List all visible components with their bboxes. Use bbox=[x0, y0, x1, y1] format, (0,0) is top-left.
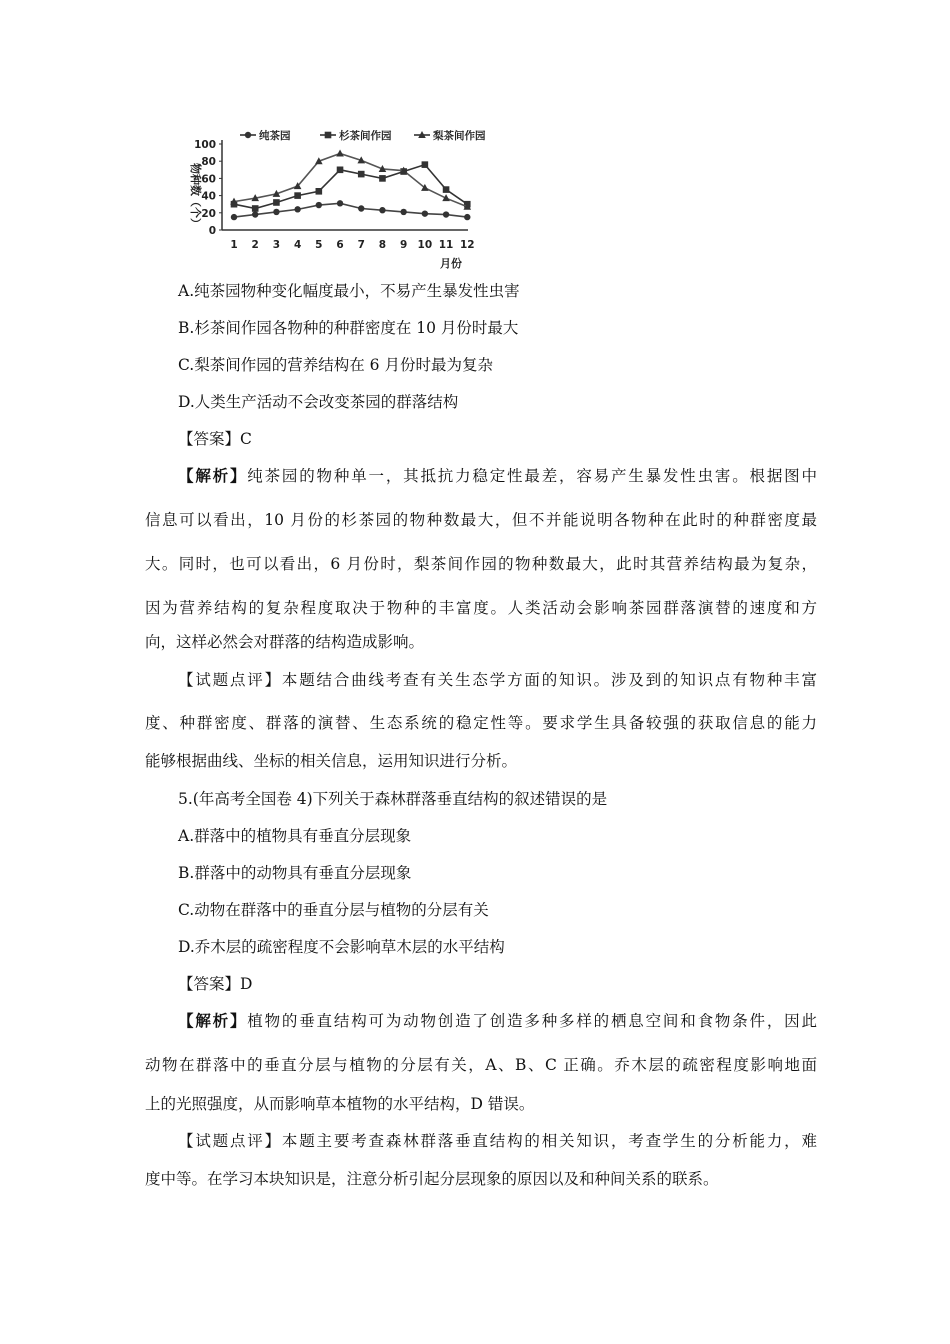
legend-marker bbox=[245, 132, 251, 138]
y-tick-label: 0 bbox=[208, 225, 216, 237]
review-text: 本题主要考查森林群落垂直结构的相关知识，考查学生的分析能力，难 bbox=[281, 1132, 817, 1150]
data-point bbox=[294, 192, 301, 199]
q4-option-c: C.梨茶间作园的营养结构在 6 月份时最为复杂 bbox=[178, 356, 493, 374]
x-tick-label: 1 bbox=[230, 239, 238, 251]
analysis-text: 纯茶园的物种单一，其抵抗力稳定性最差，容易产生暴发性虫害。根据图中 bbox=[247, 467, 817, 485]
data-point bbox=[443, 186, 450, 193]
data-point bbox=[379, 207, 385, 213]
x-tick-labels bbox=[230, 239, 474, 251]
data-point bbox=[294, 206, 300, 212]
y-tick-label: 20 bbox=[201, 207, 216, 220]
data-point bbox=[379, 175, 386, 182]
legend-label: 梨茶间作园 bbox=[433, 130, 486, 142]
q5-review-line-1 bbox=[178, 1129, 817, 1153]
answer-value: C bbox=[240, 430, 252, 448]
data-point bbox=[336, 149, 344, 156]
data-point bbox=[443, 211, 449, 217]
analysis-text: 植物的垂直结构可为动物创造了创造多种多样的栖息空间和食物条件，因此 bbox=[247, 1012, 817, 1030]
legend-label: 杉茶间作园 bbox=[339, 130, 392, 142]
q4-analysis-line-5: 向，这样必然会对群落的结构造成影响。 bbox=[145, 633, 425, 651]
q4-review-line-3: 能够根据曲线、坐标的相关信息，运用知识进行分析。 bbox=[145, 752, 518, 770]
series-line bbox=[234, 153, 467, 206]
review-label: 【试题点评】 bbox=[178, 1132, 282, 1150]
legend-label: 纯茶园 bbox=[259, 130, 291, 142]
analysis-label: 【解析】 bbox=[178, 1011, 248, 1030]
y-tick-label: 100 bbox=[194, 139, 216, 151]
x-tick-label: 3 bbox=[272, 239, 281, 251]
x-tick-label: 4 bbox=[293, 239, 302, 251]
x-tick-label: 2 bbox=[251, 239, 259, 251]
legend-item bbox=[414, 129, 486, 142]
x-tick-label: 11 bbox=[438, 239, 454, 251]
species-line-chart bbox=[178, 126, 486, 274]
data-point bbox=[337, 200, 343, 206]
y-tick-label: 60 bbox=[201, 173, 216, 186]
data-point bbox=[358, 205, 364, 211]
q5-analysis-line-2: 动物在群落中的垂直分层与植物的分层有关，A、B、C 正确。乔木层的疏密程度影响地面 bbox=[145, 1056, 817, 1074]
legend-item bbox=[240, 129, 291, 142]
y-tick-label: 40 bbox=[201, 190, 216, 203]
y-axis-label: 物种数（个） bbox=[189, 163, 202, 229]
data-point bbox=[273, 199, 280, 206]
legend-marker bbox=[325, 132, 332, 139]
data-point bbox=[316, 188, 323, 195]
q4-answer bbox=[178, 427, 252, 451]
data-point bbox=[252, 211, 258, 217]
analysis-label: 【解析】 bbox=[178, 466, 248, 485]
q5-review-line-2: 度中等。在学习本块知识是，注意分析引起分层现象的原因以及和种间关系的联系。 bbox=[145, 1170, 719, 1188]
q5-analysis-line-1 bbox=[178, 1009, 817, 1033]
chart-legend bbox=[240, 129, 486, 142]
answer-label: 【答案】 bbox=[178, 975, 241, 993]
x-tick-label: 5 bbox=[315, 239, 323, 251]
x-tick-label: 9 bbox=[399, 239, 408, 251]
data-point bbox=[273, 209, 279, 215]
data-point bbox=[316, 202, 322, 208]
series-1 bbox=[231, 200, 471, 220]
data-point bbox=[400, 209, 406, 215]
q4-analysis-line-4: 因为营养结构的复杂程度取决于物种的丰富度。人类活动会影响茶园群落演替的速度和方 bbox=[145, 599, 817, 617]
q4-analysis-line-3: 大。同时，也可以看出，6 月份时，梨茶间作园的物种数最大，此时其营养结构最为复杂， bbox=[145, 555, 817, 573]
x-tick-label: 8 bbox=[378, 239, 387, 251]
chart-series bbox=[230, 149, 471, 220]
y-tick-label: 80 bbox=[201, 156, 216, 169]
q4-option-d: D.人类生产活动不会改变茶园的群落结构 bbox=[178, 393, 459, 411]
q5-option-d: D.乔木层的疏密程度不会影响草木层的水平结构 bbox=[178, 938, 505, 956]
data-point bbox=[464, 214, 470, 220]
series-line bbox=[234, 165, 467, 209]
review-label: 【试题点评】 bbox=[178, 671, 282, 689]
q5-answer bbox=[178, 972, 252, 996]
review-text: 本题结合曲线考查有关生态学方面的知识。涉及到的知识点有物种丰富 bbox=[281, 671, 817, 689]
q4-review-line-1 bbox=[178, 668, 817, 692]
q5-option-a: A.群落中的植物具有垂直分层现象 bbox=[178, 827, 412, 845]
q5-option-b: B.群落中的动物具有垂直分层现象 bbox=[178, 864, 412, 882]
data-point bbox=[231, 214, 237, 220]
q4-option-b: B.杉茶间作园各物种的种群密度在 10 月份时最大 bbox=[178, 319, 519, 337]
q4-review-line-2: 度、种群密度、群落的演替、生态系统的稳定性等。要求学生具备较强的获取信息的能力 bbox=[145, 714, 817, 732]
legend-item bbox=[320, 129, 392, 142]
q5-option-c: C.动物在群落中的垂直分层与植物的分层有关 bbox=[178, 901, 489, 919]
data-point bbox=[358, 171, 365, 178]
q4-option-a: A.纯茶园物种变化幅度最小，不易产生暴发性虫害 bbox=[178, 282, 520, 300]
data-point bbox=[337, 167, 344, 174]
q4-analysis-line-1 bbox=[178, 464, 817, 488]
x-axis-label: 月份 bbox=[440, 257, 462, 270]
answer-value: D bbox=[240, 975, 253, 993]
x-tick-label: 10 bbox=[417, 239, 433, 251]
q4-analysis-line-2: 信息可以看出，10 月份的杉茶园的物种数最大，但不并能说明各物种在此时的种群密度最 bbox=[145, 511, 817, 529]
data-point bbox=[422, 161, 429, 168]
x-tick-label: 7 bbox=[357, 239, 365, 251]
q5-stem: 5.(年高考全国卷 4)下列关于森林群落垂直结构的叙述错误的是 bbox=[178, 790, 608, 808]
answer-label: 【答案】 bbox=[178, 430, 241, 448]
data-point bbox=[422, 210, 428, 216]
x-tick-label: 12 bbox=[459, 239, 475, 251]
series-3 bbox=[230, 149, 471, 209]
x-tick-label: 6 bbox=[336, 239, 344, 251]
q5-analysis-line-3: 上的光照强度，从而影响草本植物的水平结构，D 错误。 bbox=[145, 1095, 535, 1113]
series-2 bbox=[231, 161, 471, 211]
data-point bbox=[252, 205, 259, 212]
